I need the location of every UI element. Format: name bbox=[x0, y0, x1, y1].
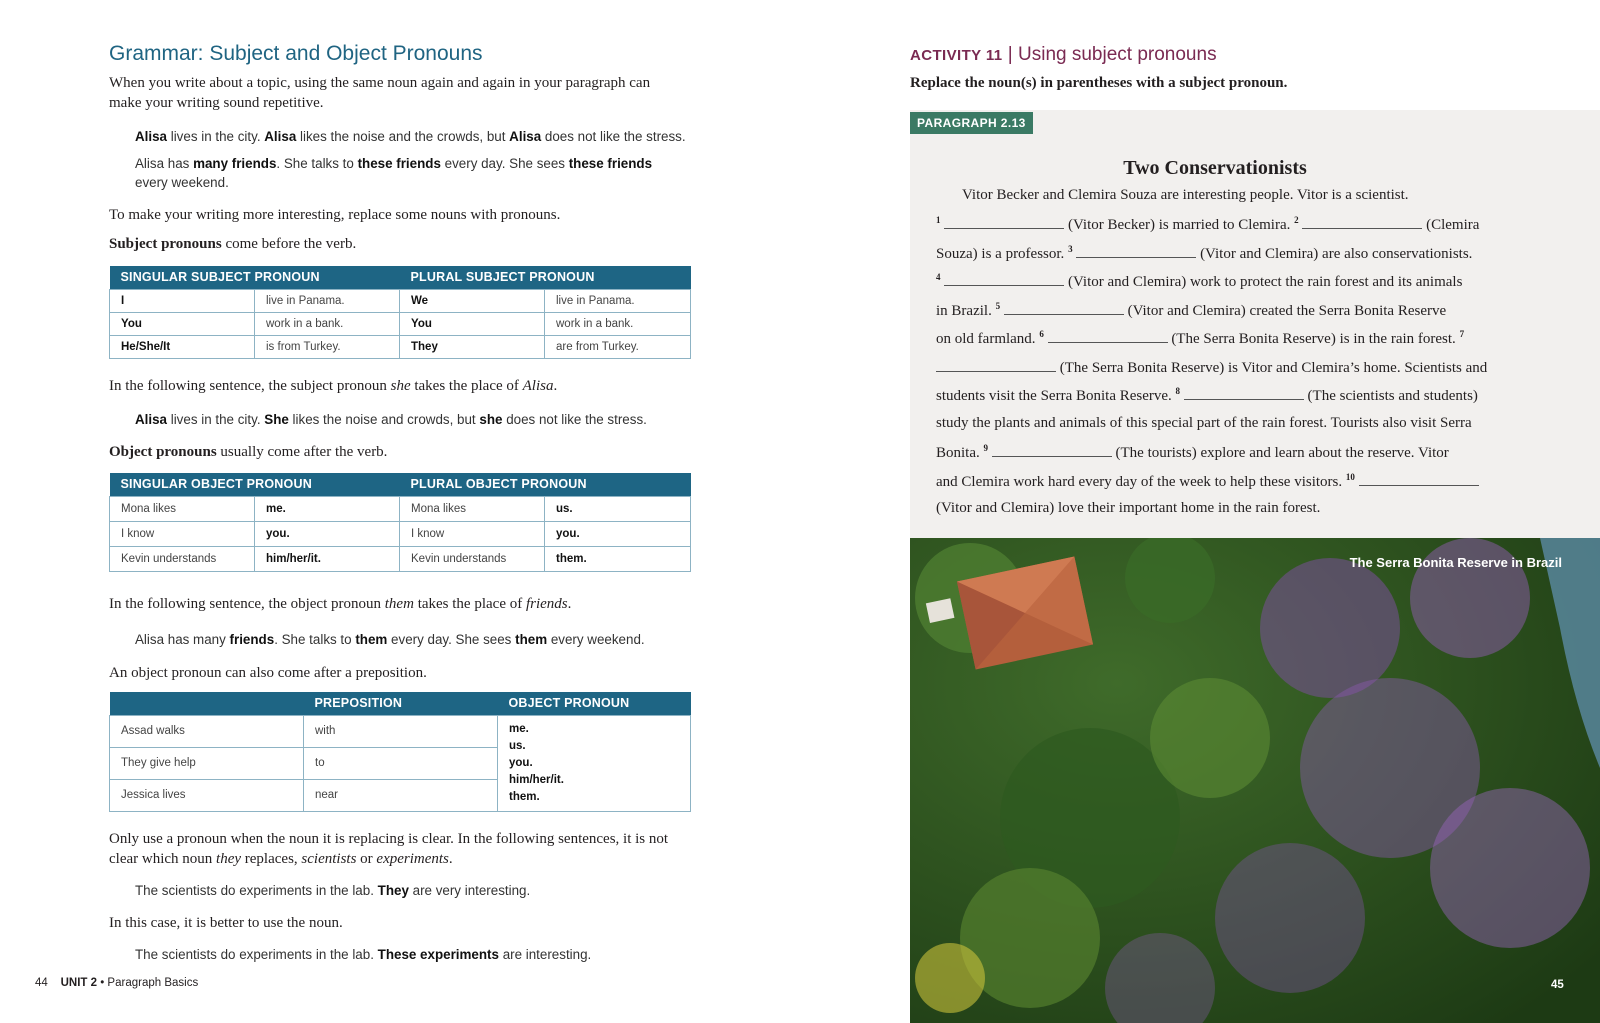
table-row: Assad walks with me. us. you. him/her/it. them. bbox=[110, 715, 691, 747]
grammar-title: Grammar: Subject and Object Pronouns bbox=[109, 42, 483, 65]
activity-title: ACTIVITY 11 | Using subject pronouns bbox=[910, 44, 1217, 65]
answer-blank-9[interactable] bbox=[992, 443, 1112, 457]
paragraph-line: $^4$ (Vitor and Clemira) work to protect the rain forest and its animals bbox=[936, 272, 1463, 290]
paragraph-line: students visit the Serra Bonita Reserve. $^8$ (The scientists and students) bbox=[936, 386, 1478, 404]
noun-advice: In this case, it is better to use the noun. bbox=[109, 915, 343, 931]
intro-paragraph: When you write about a topic, using the same noun again and again in your paragraph can make your writing sound repetitive. bbox=[109, 75, 651, 111]
preposition-intro: An object pronoun can also come after a preposition. bbox=[109, 665, 427, 681]
table-row: I know you. I know you. bbox=[110, 521, 691, 546]
photo-caption: The Serra Bonita Reserve in Brazil bbox=[1349, 555, 1562, 570]
answer-blank-3[interactable] bbox=[1076, 244, 1196, 258]
example-subject-pronoun: Alisa lives in the city. She likes the noise and crowds, but she does not like the stress. bbox=[135, 412, 647, 427]
page-footer: 44 UNIT 2 • Paragraph Basics bbox=[35, 977, 199, 989]
answer-blank-8[interactable] bbox=[1184, 386, 1304, 400]
paragraph-line: study the plants and animals of this special part of the rain forest. Tourists also visit Serra bbox=[936, 415, 1472, 431]
preposition-table bbox=[109, 692, 691, 812]
answer-blank-2[interactable] bbox=[1302, 215, 1422, 229]
answer-blank-7[interactable] bbox=[936, 358, 1056, 372]
object-pronouns-intro: Object pronouns usually come after the verb. bbox=[109, 444, 388, 460]
table-header: PLURAL OBJECT PRONOUN bbox=[400, 473, 691, 496]
paragraph-tag: PARAGRAPH 2.13 bbox=[910, 112, 1033, 134]
answer-blank-6[interactable] bbox=[1048, 329, 1168, 343]
table-row: He/She/It is from Turkey. They are from Turkey. bbox=[110, 335, 691, 358]
rainforest-aerial-image bbox=[910, 538, 1600, 1023]
paragraph-line: Vitor Becker and Clemira Souza are interesting people. Vitor is a scientist. bbox=[962, 187, 1409, 203]
table-row: They give help to bbox=[110, 747, 691, 779]
paragraph-line: Souza) is a professor. $^3$ (Vitor and Clemira) are also conservationists. bbox=[936, 244, 1473, 262]
subject-pronoun-explanation: In the following sentence, the subject pronoun she takes the place of Alisa. bbox=[109, 378, 558, 394]
table-row: You work in a bank. You work in a bank. bbox=[110, 312, 691, 335]
object-pronoun-table bbox=[109, 473, 691, 572]
table-header: SINGULAR OBJECT PRONOUN bbox=[110, 473, 400, 496]
table-row: I live in Panama. We live in Panama. bbox=[110, 289, 691, 312]
paragraph-line: and Clemira work hard every day of the week to help these visitors. $^{10}$ bbox=[936, 472, 1479, 491]
paragraph-line: in Brazil. $^5$ (Vitor and Clemira) created the Serra Bonita Reserve bbox=[936, 301, 1447, 319]
activity-instruction: Replace the noun(s) in parentheses with a subject pronoun. bbox=[910, 75, 1288, 91]
subject-pronoun-table bbox=[109, 266, 691, 359]
table-row: Mona likes me. Mona likes us. bbox=[110, 496, 691, 521]
paragraph-title: Two Conservationists bbox=[1123, 157, 1307, 179]
table-header bbox=[110, 692, 304, 715]
page-number: 45 bbox=[1551, 979, 1564, 991]
object-pronoun-explanation: In the following sentence, the object pronoun them takes the place of friends. bbox=[109, 596, 572, 612]
example-repetitive-1: Alisa lives in the city. Alisa likes the noise and the crowds, but Alisa does not like the stress. bbox=[135, 129, 686, 144]
table-header: PLURAL SUBJECT PRONOUN bbox=[400, 266, 691, 289]
subject-pronouns-intro: Subject pronouns come before the verb. bbox=[109, 236, 357, 252]
example-clear: The scientists do experiments in the lab. These experiments are interesting. bbox=[135, 947, 592, 962]
paragraph-line: on old farmland. $^6$ (The Serra Bonita Reserve) is in the rain forest. $^7$ bbox=[936, 329, 1465, 347]
example-unclear: The scientists do experiments in the lab. They are very interesting. bbox=[135, 883, 531, 898]
table-header: SINGULAR SUBJECT PRONOUN bbox=[110, 266, 400, 289]
pronoun-advice: To make your writing more interesting, replace some nouns with pronouns. bbox=[109, 207, 561, 223]
paragraph-box bbox=[910, 110, 1600, 538]
answer-blank-10[interactable] bbox=[1359, 472, 1479, 486]
example-repetitive-2: Alisa has many friends. She talks to these friends every day. She sees these friends every weekend. bbox=[135, 156, 653, 190]
right-page bbox=[800, 0, 1600, 1023]
rainforest-photo bbox=[910, 538, 1600, 1023]
table-header: PREPOSITION bbox=[304, 692, 498, 715]
paragraph-line: (The Serra Bonita Reserve) is Vitor and Clemira’s home. Scientists and bbox=[936, 358, 1487, 377]
paragraph-line: Bonita. $^9$ (The tourists) explore and learn about the reserve. Vitor bbox=[936, 443, 1449, 461]
answer-blank-1[interactable] bbox=[944, 215, 1064, 229]
table-row: Kevin understands him/her/it. Kevin understands them. bbox=[110, 546, 691, 571]
clarity-paragraph: Only use a pronoun when the noun it is replacing is clear. In the following sentences, it is not clear which noun they replaces, scientists or experiments. bbox=[109, 831, 669, 867]
object-pronoun-list: me. us. you. him/her/it. them. bbox=[498, 715, 691, 811]
answer-blank-4[interactable] bbox=[944, 272, 1064, 286]
table-row: Jessica lives near bbox=[110, 779, 691, 811]
paragraph-line: $^1$ (Vitor Becker) is married to Clemira. $^2$ (Clemira bbox=[936, 215, 1480, 233]
answer-blank-5[interactable] bbox=[1004, 301, 1124, 315]
paragraph-line: (Vitor and Clemira) love their important home in the rain forest. bbox=[936, 500, 1321, 516]
table-header: OBJECT PRONOUN bbox=[498, 692, 691, 715]
example-object-pronoun: Alisa has many friends. She talks to them every day. She sees them every weekend. bbox=[135, 632, 645, 647]
